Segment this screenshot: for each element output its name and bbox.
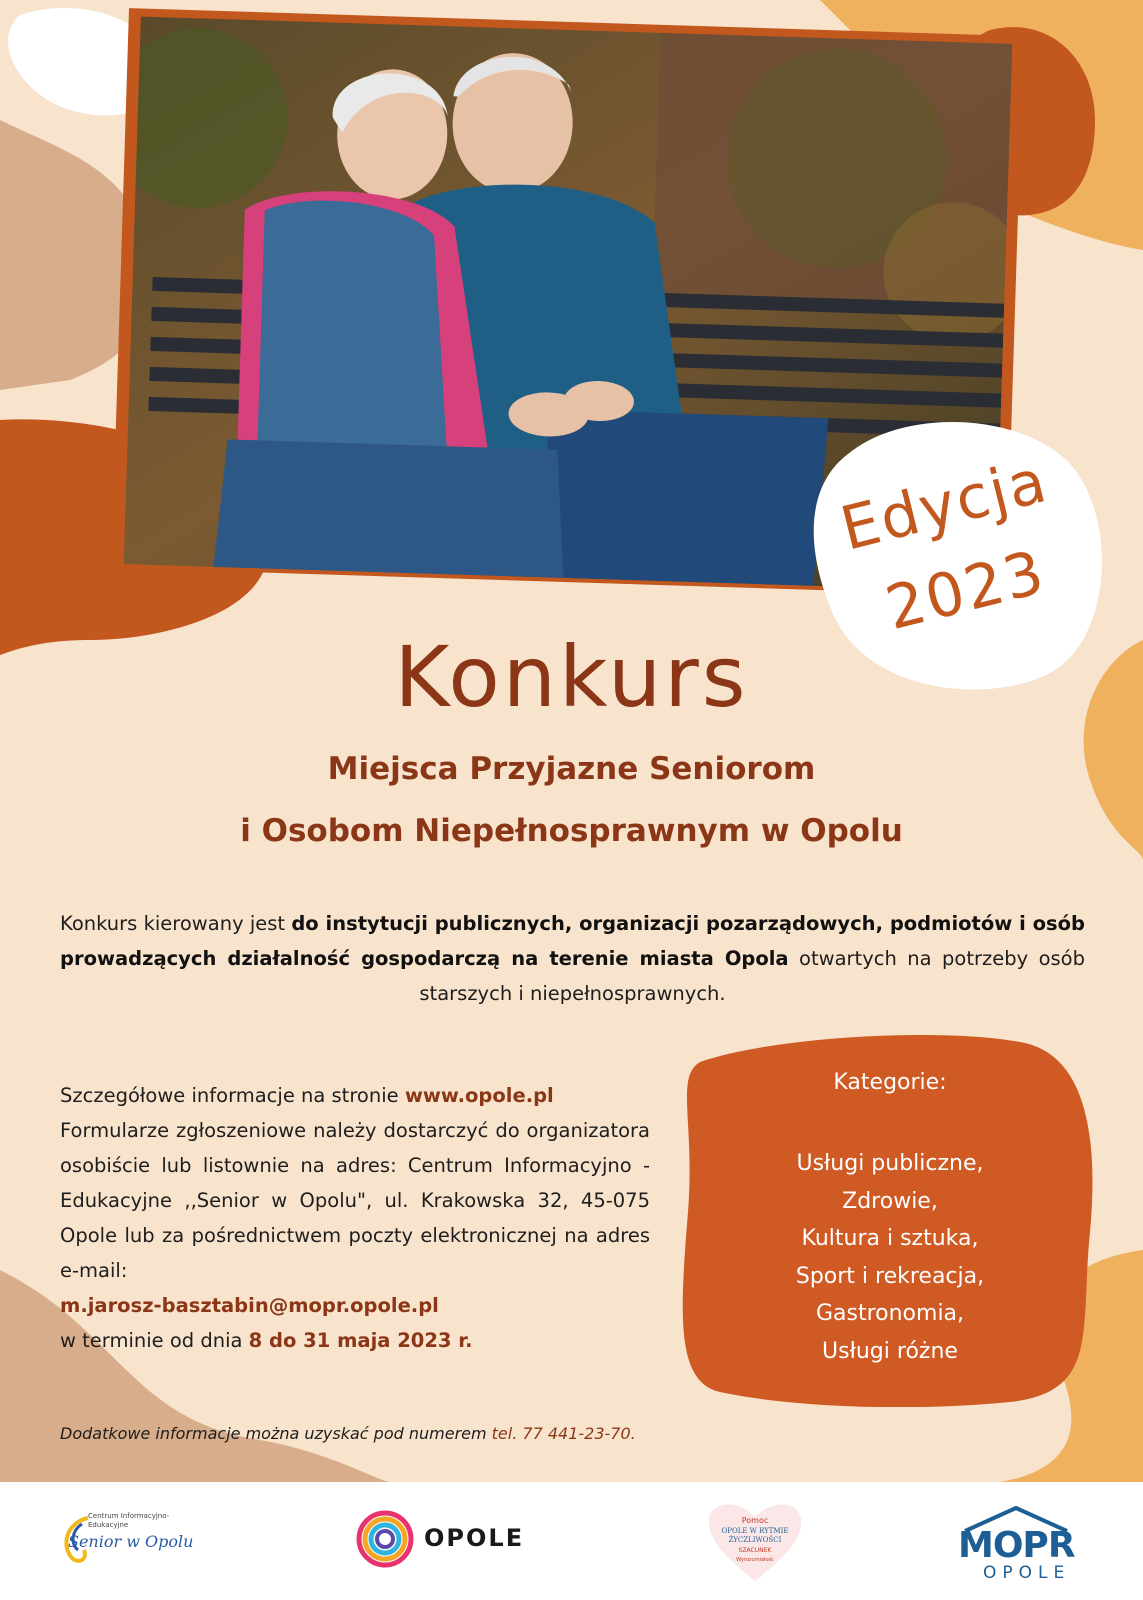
mopr-opole-logo xyxy=(955,1505,1080,1583)
mopr-logo-title: MOPR xyxy=(958,1525,1075,1566)
page-subtitle xyxy=(0,738,1143,862)
contact-note xyxy=(60,1424,636,1443)
heart-word: ŻYCZLIWOŚCI xyxy=(728,1536,782,1544)
info-prefix: Szczegółowe informacje na stronie xyxy=(60,1084,405,1107)
senior-w-opolu-logo xyxy=(58,1510,198,1570)
page-title: Konkurs xyxy=(394,628,749,726)
heart-word: Pomoc xyxy=(741,1516,769,1525)
edition-line-1: Edycja xyxy=(834,445,1055,565)
note-text: Dodatkowe informacje można uzyskać pod numerem xyxy=(60,1424,492,1443)
categories-list xyxy=(680,1145,1100,1370)
senior-logo-subtitle: Centrum Informacyjno-Edukacyjne xyxy=(88,1512,170,1529)
intro-paragraph xyxy=(60,906,1085,1011)
senior-logo-title: Senior w Opolu xyxy=(68,1532,194,1551)
website-link[interactable]: www.opole.pl xyxy=(404,1084,554,1107)
heart-word: Wyrozumiałość xyxy=(736,1557,774,1563)
categories-title: Kategorie: xyxy=(833,1070,947,1095)
category-item: Gastronomia, xyxy=(815,1301,965,1326)
category-item: Kultura i sztuka, xyxy=(801,1226,979,1251)
subtitle-line-1: Miejsca Przyjazne Seniorom xyxy=(327,751,816,787)
submission-instructions: Formularze zgłoszeniowe należy dostarczyć do organizatora osobiście lub listownie na adres: Centrum Informacyjno - Edukacyjne ,,Senior w Opolu", ul. Krakowska 32, 45-075 Opole lub za pośrednictwem poczty elektronicznej na adres e-mail: xyxy=(60,1119,650,1282)
details-section xyxy=(60,1078,650,1358)
heart-word: OPOLE W RYTMIE xyxy=(721,1527,789,1535)
category-item: Usługi różne xyxy=(822,1338,958,1364)
opole-w-rytmie-zyczliwosci-logo xyxy=(705,1497,805,1585)
deadline-prefix: w terminie od dnia xyxy=(60,1329,249,1352)
email-link[interactable]: m.jarosz-basztabin@mopr.opole.pl xyxy=(60,1294,439,1317)
category-item: Usługi publiczne, xyxy=(796,1151,984,1176)
opole-city-logo xyxy=(356,1510,526,1570)
opole-rainbow-icon xyxy=(356,1510,414,1568)
category-item: Zdrowie, xyxy=(842,1188,938,1214)
phone-number[interactable]: tel. 77 441-23-70. xyxy=(491,1424,636,1443)
subtitle-line-2: i Osobom Niepełnosprawnym w Opolu xyxy=(240,813,903,849)
intro-target-groups: do instytucji publicznych, organizacji pozarządowych, podmiotów i osób prowadzących działalność gospodarczą na terenie miasta Opola xyxy=(60,912,1085,970)
intro-text-end: otwartych na potrzeby osób starszych i niepełnosprawnych. xyxy=(419,947,1085,1005)
deadline-dates: 8 do 31 maja 2023 r. xyxy=(248,1329,473,1352)
heart-word: SZACUNEK xyxy=(738,1547,772,1554)
edition-year: 2023 xyxy=(879,537,1053,645)
category-item: Sport i rekreacja, xyxy=(795,1263,985,1289)
heart-wordcloud-icon xyxy=(705,1497,805,1585)
intro-text-start: Konkurs kierowany jest xyxy=(60,912,292,935)
opole-logo-text: OPOLE xyxy=(424,1524,525,1552)
mopr-logo-subtitle: OPOLE xyxy=(983,1563,1071,1583)
